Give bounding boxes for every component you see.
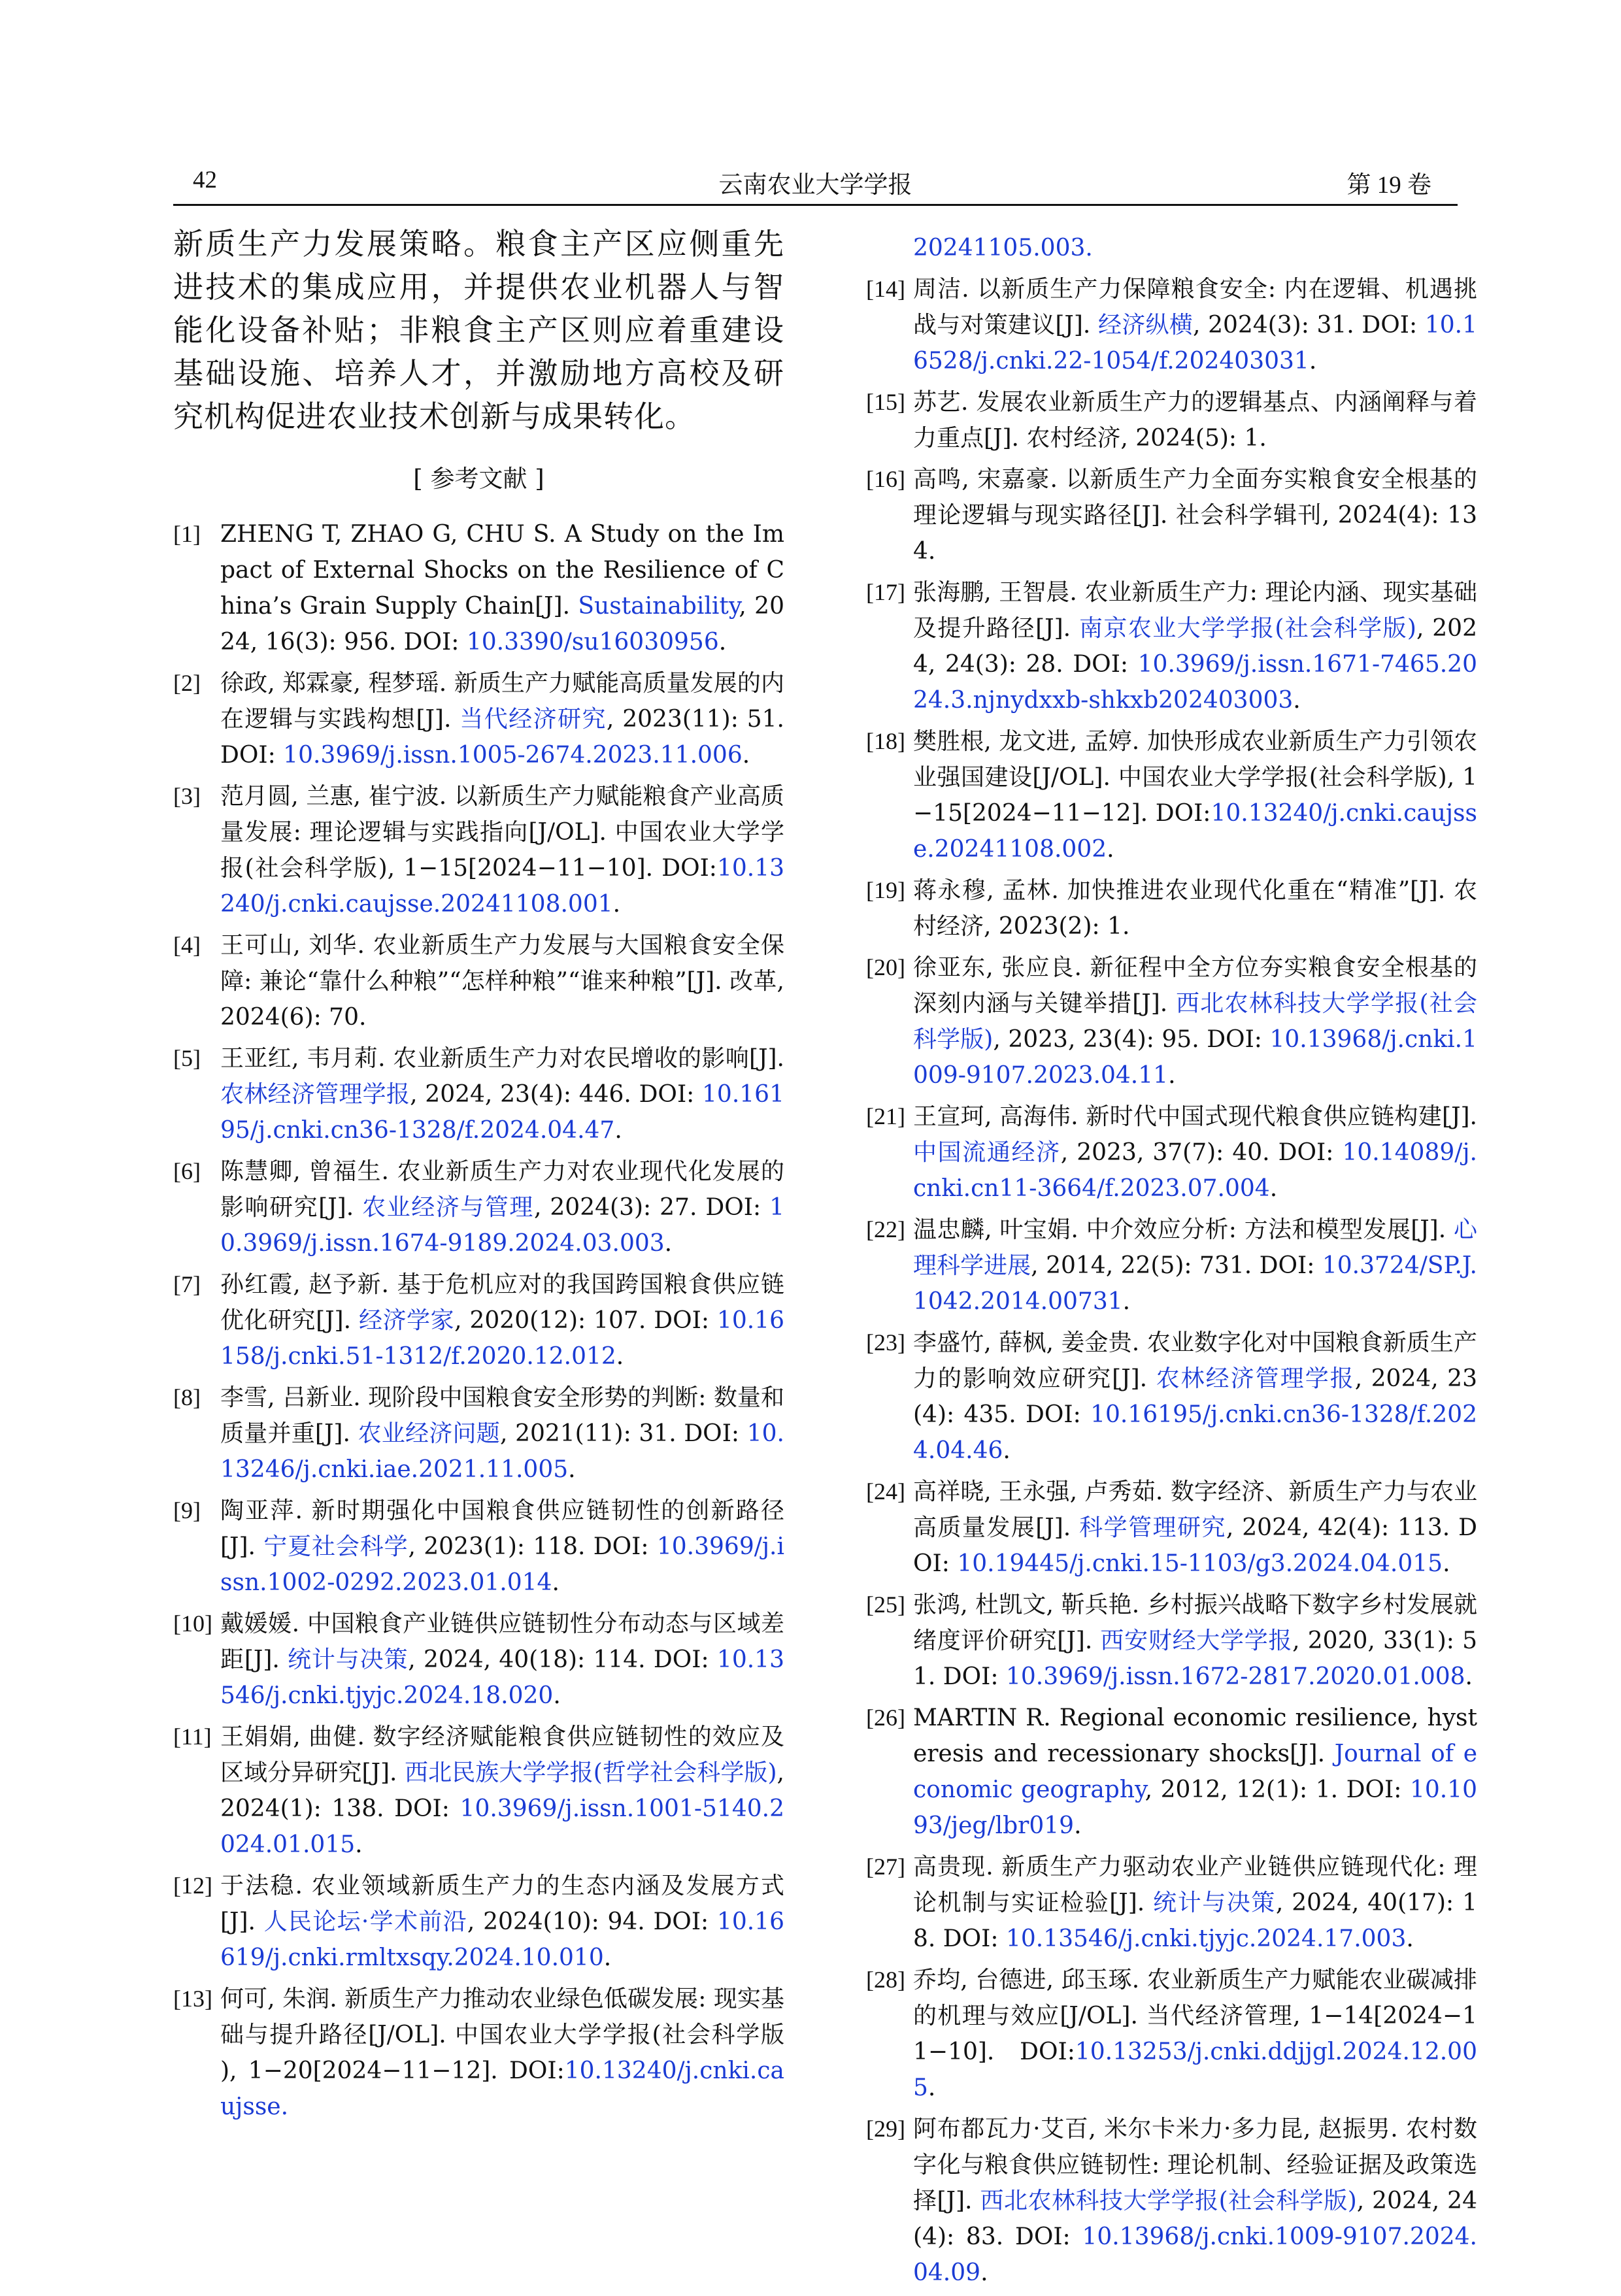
doi-link[interactable]: 10.19445/j.cnki.15-1103/g3.2024.04.015 bbox=[957, 1550, 1443, 1577]
reference-number: [3] bbox=[173, 783, 201, 809]
reference-number: [27] bbox=[866, 1854, 905, 1880]
reference-body: 王宣珂, 高海伟. 新时代中国式现代粮食供应链构建[J]. bbox=[913, 1103, 1477, 1130]
reference-number: [26] bbox=[866, 1705, 905, 1731]
reference-body: 李盛竹, 薛枫, 姜金贵. 农业数字化对中国粮食新质生产力的影响效应研究[J]. bbox=[913, 1329, 1477, 1392]
doi-link[interactable]: 10.16195/j.cnki.cn36-1328/f.2024.04.47 bbox=[220, 1081, 784, 1144]
reference-number: [2] bbox=[173, 670, 201, 696]
reference-number: [20] bbox=[866, 954, 905, 980]
reference-end: . bbox=[355, 1831, 363, 1858]
journal-link[interactable]: 西北民族大学学报(哲学社会科学版) bbox=[405, 1759, 777, 1786]
reference-text bbox=[220, 1267, 784, 1374]
reference-end: . bbox=[1406, 1925, 1414, 1952]
doi-link[interactable]: 10.16195/j.cnki.cn36-1328/f.2024.04.46 bbox=[913, 1401, 1477, 1464]
doi-link[interactable]: 10.13240/j.cnki.caujsse.20241108.002 bbox=[913, 800, 1477, 863]
reference-end: . bbox=[1309, 348, 1317, 374]
references-list-right bbox=[866, 271, 1477, 2291]
reference-text bbox=[913, 1962, 1477, 2106]
reference-number: [15] bbox=[866, 389, 905, 415]
reference-text bbox=[913, 384, 1477, 456]
journal-link[interactable]: 中国流通经济 bbox=[913, 1139, 1061, 1166]
reference-item bbox=[866, 1962, 1477, 2106]
reference-details: , 2023, 23(4): 95. DOI: bbox=[993, 1026, 1270, 1053]
intro-paragraph: 新质生产力发展策略。粮食主产区应侧重先进技术的集成应用，并提供农业机器人与智能化设备补贴；非粮食主产区则应着重建设基础设施、培养人才，并激励地方高校及研究机构促进农业技术创新与成果转化。 bbox=[173, 226, 784, 434]
reference-item bbox=[866, 461, 1477, 569]
reference-text bbox=[220, 516, 784, 660]
reference-body: 陈慧卿, 曾福生. 农业新质生产力对农业现代化发展的影响研究[J]. bbox=[220, 1158, 784, 1221]
reference-details: , 2024, 16(3): 956. DOI: bbox=[220, 593, 784, 656]
reference-details: , 2023(11): 51. DOI: bbox=[220, 706, 784, 769]
reference-number: [4] bbox=[173, 932, 201, 958]
reference-body: 戴媛媛. 中国粮食产业链供应链韧性分布动态与区域差距[J]. bbox=[220, 1610, 784, 1673]
reference-number: [29] bbox=[866, 2116, 905, 2142]
reference-end: . bbox=[616, 1343, 624, 1370]
doi-link[interactable]: 10.3390/su16030956 bbox=[466, 629, 719, 656]
journal-link[interactable]: 宁夏社会科学 bbox=[263, 1533, 409, 1560]
reference-item bbox=[866, 1099, 1477, 1206]
page-number: 42 bbox=[193, 167, 217, 193]
reference-item bbox=[866, 724, 1477, 867]
reference-body: 苏艺. 发展农业新质生产力的逻辑基点、内涵阐释与着力重点[J]. 农村经济, 2024(5): 1. bbox=[913, 389, 1477, 452]
journal-link[interactable]: 科学管理研究 bbox=[1079, 1514, 1226, 1541]
reference-end: . bbox=[927, 2074, 936, 2101]
doi-link[interactable]: 10.16158/j.cnki.51-1312/f.2020.12.012 bbox=[220, 1307, 784, 1370]
volume-label: 第 19 卷 bbox=[1346, 172, 1431, 199]
journal-link[interactable]: 统计与决策 bbox=[288, 1646, 409, 1673]
reference-body: MARTIN R. Regional economic resilience, hysteresis and recessionary shocks[J]. bbox=[913, 1705, 1477, 1767]
reference-details: , 2014, 22(5): 731. DOI: bbox=[1031, 1252, 1322, 1279]
reference-details: , 2024, 23(4): 446. DOI: bbox=[410, 1081, 703, 1108]
reference-item bbox=[173, 1040, 784, 1148]
reference-end: . bbox=[1293, 687, 1301, 714]
doi-link[interactable]: 10.13246/j.cnki.iae.2021.11.005 bbox=[220, 1420, 784, 1483]
reference-body: 周洁. 以新质生产力保障粮食安全: 内在逻辑、机遇挑战与对策建议[J]. bbox=[913, 276, 1477, 339]
reference-item bbox=[173, 1868, 784, 1976]
reference-details: , 2024, 40(17): 18. DOI: bbox=[913, 1889, 1477, 1952]
journal-link[interactable]: 经济纵横 bbox=[1098, 312, 1193, 339]
reference-item bbox=[866, 873, 1477, 944]
reference-number: [23] bbox=[866, 1329, 905, 1356]
reference-end: . bbox=[1269, 1175, 1278, 1202]
reference-text bbox=[220, 1606, 784, 1714]
reference-text bbox=[220, 778, 784, 922]
reference-end: . bbox=[614, 1117, 622, 1144]
journal-link[interactable]: 西北农林科技大学学报(社会科学版) bbox=[913, 990, 1477, 1053]
reference-item bbox=[173, 1606, 784, 1714]
doi-link[interactable]: 10.14089/j.cnki.cn11-3664/f.2023.07.004 bbox=[913, 1139, 1477, 1202]
reference-item bbox=[173, 1380, 784, 1488]
doi-link[interactable]: 10.3724/SP.J.1042.2014.00731 bbox=[913, 1252, 1477, 1315]
reference-item bbox=[866, 384, 1477, 456]
doi-link[interactable]: 10.13546/j.cnki.tjyjc.2024.18.020 bbox=[220, 1646, 784, 1709]
reference-body: 孙红霞, 赵予新. 基于危机应对的我国跨国粮食供应链优化研究[J]. bbox=[220, 1271, 784, 1334]
reference-body: 徐政, 郑霖豪, 程梦瑶. 新质生产力赋能高质量发展的内在逻辑与实践构想[J]. bbox=[220, 670, 784, 733]
reference-text bbox=[913, 2111, 1477, 2291]
reference-number: [12] bbox=[173, 1872, 212, 1899]
reference-text bbox=[220, 1040, 784, 1148]
reference-text bbox=[913, 724, 1477, 867]
reference-number: [7] bbox=[173, 1271, 201, 1297]
reference-details: , 2024(3): 31. DOI: bbox=[1192, 312, 1425, 339]
reference-end: . bbox=[1443, 1550, 1450, 1577]
reference-item bbox=[866, 1212, 1477, 1320]
reference-end: . bbox=[603, 1944, 612, 1971]
journal-link[interactable]: 农林经济管理学报 bbox=[1156, 1365, 1355, 1392]
reference-text bbox=[220, 1981, 784, 2125]
reference-number: [6] bbox=[173, 1158, 201, 1184]
reference-body: 樊胜根, 龙文进, 孟婷. 加快形成农业新质生产力引领农业强国建设[J/OL]. 中国农业大学学报(社会科学版), 1−15[2024−11−12]. DOI: bbox=[913, 728, 1477, 827]
doi-link[interactable]: 10.13546/j.cnki.tjyjc.2024.17.003 bbox=[1005, 1925, 1407, 1952]
journal-link[interactable]: 西北农林科技大学学报(社会科学版) bbox=[980, 2188, 1357, 2214]
reference-body: 王亚红, 韦月莉. 农业新质生产力对农民增收的影响[J]. bbox=[220, 1045, 784, 1072]
reference-body: 高鸣, 宋嘉豪. 以新质生产力全面夯实粮食安全根基的理论逻辑与现实路径[J]. 社会科学辑刊, 2024(4): 134. bbox=[913, 466, 1477, 565]
reference-end: . bbox=[552, 1569, 560, 1596]
reference-details: , 2024, 40(18): 114. DOI: bbox=[408, 1646, 717, 1673]
journal-link[interactable]: 农业经济与管理 bbox=[362, 1194, 534, 1221]
reference-text bbox=[913, 461, 1477, 569]
doi-link[interactable]: 10.3969/j.issn.1672-2817.2020.01.008 bbox=[1005, 1663, 1465, 1690]
reference-item bbox=[866, 574, 1477, 718]
reference-number: [14] bbox=[866, 276, 905, 302]
reference-text bbox=[220, 1154, 784, 1261]
reference-number: [16] bbox=[866, 466, 905, 492]
doi-link[interactable]: 10.13253/j.cnki.ddjjgl.2024.12.005 bbox=[913, 2038, 1477, 2101]
reference-body: 乔均, 台德进, 邱玉琢. 农业新质生产力赋能农业碳减排的机理与效应[J/OL]. 当代经济管理, 1−14[2024−11−10]. DOI: bbox=[913, 1967, 1477, 2065]
reference-body: 张鸿, 杜凯文, 靳兵艳. 乡村振兴战略下数字乡村发展就绪度评价研究[J]. bbox=[913, 1591, 1477, 1654]
journal-link[interactable]: Journal of economic geography bbox=[913, 1740, 1477, 1803]
reference-body: 于法稳. 农业领域新质生产力的生态内涵及发展方式[J]. bbox=[220, 1872, 784, 1935]
journal-link[interactable]: 统计与决策 bbox=[1153, 1889, 1276, 1916]
reference-end: . bbox=[718, 629, 727, 656]
journal-link[interactable]: 当代经济研究 bbox=[460, 706, 607, 733]
reference-number: [21] bbox=[866, 1103, 905, 1129]
journal-link[interactable]: 农业经济问题 bbox=[358, 1420, 500, 1447]
reference-end: . bbox=[1122, 1288, 1131, 1315]
journal-link[interactable]: 西安财经大学学报 bbox=[1100, 1627, 1293, 1654]
reference-number: [25] bbox=[866, 1591, 905, 1618]
reference-end: . bbox=[1107, 836, 1114, 863]
reference-number: [8] bbox=[173, 1384, 201, 1410]
reference-details: , 2024, 24(4): 83. DOI: bbox=[913, 2188, 1477, 2250]
reference-text bbox=[913, 950, 1477, 1093]
reference-end: . bbox=[742, 742, 750, 769]
reference-number: [18] bbox=[866, 728, 905, 754]
journal-link[interactable]: Sustainability bbox=[578, 593, 739, 620]
reference-text bbox=[220, 665, 784, 773]
journal-link[interactable]: 南京农业大学学报(社会科学版) bbox=[1078, 615, 1416, 642]
journal-link[interactable]: 心理科学进展 bbox=[913, 1216, 1477, 1279]
reference-item bbox=[866, 950, 1477, 1093]
reference-number: [24] bbox=[866, 1478, 905, 1505]
reference-body: 王可山, 刘华. 农业新质生产力发展与大国粮食安全保障: 兼论“靠什么种粮”“怎样种粮”“谁来种粮”[J]. 改革, 2024(6): 70. bbox=[220, 932, 784, 1031]
reference-end: . bbox=[568, 1456, 576, 1483]
reference-body: 温忠麟, 叶宝娟. 中介效应分析: 方法和模型发展[J]. bbox=[913, 1216, 1454, 1243]
reference-end: . bbox=[1003, 1437, 1011, 1464]
reference-text bbox=[220, 1868, 784, 1976]
journal-link[interactable]: 经济学家 bbox=[359, 1307, 455, 1334]
reference-item bbox=[173, 1493, 784, 1601]
left-column bbox=[173, 222, 784, 2130]
reference-item bbox=[866, 271, 1477, 379]
reference-number: [1] bbox=[173, 521, 201, 547]
reference-item bbox=[173, 665, 784, 773]
reference-body: 何可, 朱润. 新质生产力推动农业绿色低碳发展: 现实基础与提升路径[J/OL]. 中国农业大学学报(社会科学版 ), 1−20[2024−11−12]. DOI: bbox=[220, 1986, 784, 2084]
doi-link[interactable]: 10.13968/j.cnki.1009-9107.2024.04.09 bbox=[913, 2223, 1477, 2286]
reference-details: , 2023, 37(7): 40. DOI: bbox=[1060, 1139, 1343, 1166]
doi-link[interactable]: 10.3969/j.issn.1674-9189.2024.03.003 bbox=[220, 1194, 784, 1257]
reference-end: . bbox=[553, 1682, 561, 1709]
reference-number: [22] bbox=[866, 1216, 905, 1242]
reference-text bbox=[220, 1719, 784, 1863]
right-column bbox=[866, 230, 1477, 2296]
reference-details: , 2012, 12(1): 1. DOI: bbox=[1145, 1776, 1410, 1803]
doi-link[interactable]: 10.3969/j.issn.1671-7465.2024.3.njnydxxb-shkxb202403003 bbox=[913, 651, 1477, 714]
reference-number: [17] bbox=[866, 579, 905, 605]
doi-link[interactable]: 10.13240/j.cnki.caujsse. bbox=[220, 2057, 784, 2120]
reference-body: 蒋永穆, 孟林. 加快推进农业现代化重在“精准”[J]. 农村经济, 2023(2): 1. bbox=[913, 877, 1477, 940]
reference-text bbox=[913, 1474, 1477, 1582]
reference-text bbox=[913, 271, 1477, 379]
reference-body: 高贵现. 新质生产力驱动农业产业链供应链现代化: 理论机制与实证检验[J]. bbox=[913, 1854, 1477, 1916]
reference-number: [9] bbox=[173, 1497, 201, 1523]
reference-text bbox=[913, 1587, 1477, 1695]
reference-item bbox=[173, 516, 784, 660]
reference-details: , 2024, 42(4): 113. DOI: bbox=[913, 1514, 1477, 1577]
reference-details: , 2024(3): 27. DOI: bbox=[533, 1194, 770, 1221]
reference-text bbox=[913, 1212, 1477, 1320]
reference-body: 王娟娟, 曲健. 数字经济赋能粮食供应链韧性的效应及区域分异研究[J]. bbox=[220, 1723, 784, 1786]
reference-number: [13] bbox=[173, 1986, 212, 2012]
reference-end: . bbox=[664, 1230, 673, 1257]
reference-text bbox=[913, 1849, 1477, 1957]
reference-number: [10] bbox=[173, 1610, 212, 1637]
reference-item bbox=[866, 1587, 1477, 1695]
doi-link[interactable]: 10.16528/j.cnki.22-1054/f.202403031 bbox=[913, 312, 1477, 374]
doi-link[interactable]: 10.16619/j.cnki.rmltxsqy.2024.10.010 bbox=[220, 1908, 784, 1971]
reference-number: [5] bbox=[173, 1045, 201, 1071]
reference-item bbox=[173, 1154, 784, 1261]
references-list-left bbox=[173, 516, 784, 2125]
reference-number: [11] bbox=[173, 1723, 212, 1750]
reference-end: . bbox=[980, 2259, 988, 2286]
reference-details: , 2024, 23(4): 435. DOI: bbox=[913, 1365, 1477, 1428]
reference-text bbox=[220, 1380, 784, 1488]
reference-item bbox=[866, 1849, 1477, 1957]
reference-body: 范月圆, 兰惠, 崔宁波. 以新质生产力赋能粮食产业高质量发展: 理论逻辑与实践指向[J/OL]. 中国农业大学学报(社会科学版), 1−15[2024−11−10]. DOI: bbox=[220, 783, 784, 882]
doi-link[interactable]: 10.1093/jeg/lbr019 bbox=[913, 1776, 1477, 1839]
reference-text bbox=[913, 1099, 1477, 1206]
doi-link[interactable]: 10.13240/j.cnki.caujsse.20241108.001 bbox=[220, 855, 784, 918]
reference-details: , 2020, 33(1): 51. DOI: bbox=[913, 1627, 1477, 1690]
reference-item bbox=[173, 778, 784, 922]
reference-item bbox=[866, 1325, 1477, 1469]
reference-body: 阿布都瓦力·艾百, 米尔卡米力·多力昆, 赵振男. 农村数字化与粮食供应链韧性: 理论机制、经验证据及政策选择[J]. bbox=[913, 2116, 1477, 2214]
doi-link[interactable]: 10.3969/j.issn.1002-0292.2023.01.014 bbox=[220, 1533, 784, 1596]
reference-body: 高祥晓, 王永强, 卢秀茹. 数字经济、新质生产力与农业高质量发展[J]. bbox=[913, 1478, 1477, 1541]
reference-end: . bbox=[1074, 1812, 1082, 1839]
reference-item bbox=[173, 1981, 784, 2125]
reference-item bbox=[173, 1719, 784, 1863]
reference-end: . bbox=[1168, 1062, 1176, 1089]
running-header bbox=[173, 158, 1458, 206]
reference-text bbox=[913, 1700, 1477, 1844]
reference-details: , 2020(12): 107. DOI: bbox=[454, 1307, 717, 1334]
reference-details: , 2021(11): 31. DOI: bbox=[499, 1420, 747, 1447]
reference-text bbox=[220, 1493, 784, 1601]
doi-link[interactable]: 10.3969/j.issn.1001-5140.2024.01.015 bbox=[220, 1795, 784, 1858]
reference-body: 李雪, 吕新业. 现阶段中国粮食安全形势的判断: 数量和质量并重[J]. bbox=[220, 1384, 784, 1447]
doi-link[interactable]: 10.3969/j.issn.1005-2674.2023.11.006 bbox=[283, 742, 743, 769]
reference-text bbox=[913, 574, 1477, 718]
journal-link[interactable]: 人民论坛·学术前沿 bbox=[263, 1908, 467, 1935]
journal-name: 云南农业大学学报 bbox=[718, 172, 912, 199]
reference-item bbox=[173, 927, 784, 1035]
reference-end: . bbox=[612, 891, 621, 918]
reference-item bbox=[173, 1267, 784, 1374]
reference-details: , 2024, 24(3): 28. DOI: bbox=[913, 615, 1477, 678]
reference-body: 徐亚东, 张应良. 新征程中全方位夯实粮食安全根基的深刻内涵与关键举措[J]. bbox=[913, 954, 1477, 1017]
reference-continuation[interactable] bbox=[866, 230, 1477, 266]
reference-end: . bbox=[1465, 1663, 1473, 1690]
reference-text bbox=[220, 927, 784, 1035]
reference-text bbox=[913, 1325, 1477, 1469]
doi-link[interactable]: 10.13968/j.cnki.1009-9107.2023.04.11 bbox=[913, 1026, 1477, 1089]
reference-text bbox=[913, 873, 1477, 944]
references-heading: [ 参考文献 ] bbox=[413, 465, 544, 493]
doi-link[interactable]: 20241105.003. bbox=[913, 235, 1093, 261]
reference-body: ZHENG T, ZHAO G, CHU S. A Study on the Impact of External Shocks on the Resilience of China’s Grain Supply Chain[J]. bbox=[220, 521, 784, 620]
reference-number: [28] bbox=[866, 1967, 905, 1993]
journal-link[interactable]: 农林经济管理学报 bbox=[220, 1081, 410, 1108]
reference-item bbox=[866, 1700, 1477, 1844]
reference-number: [19] bbox=[866, 877, 905, 903]
reference-details: , 2023(1): 118. DOI: bbox=[408, 1533, 657, 1560]
reference-item bbox=[866, 2111, 1477, 2291]
reference-body: 张海鹏, 王智晨. 农业新质生产力: 理论内涵、现实基础及提升路径[J]. bbox=[913, 579, 1477, 642]
reference-details: , 2024(1): 138. DOI: bbox=[220, 1759, 784, 1822]
reference-details: , 2024(10): 94. DOI: bbox=[467, 1908, 717, 1935]
reference-item bbox=[866, 1474, 1477, 1582]
reference-body: 陶亚萍. 新时期强化中国粮食供应链韧性的创新路径[J]. bbox=[220, 1497, 784, 1560]
